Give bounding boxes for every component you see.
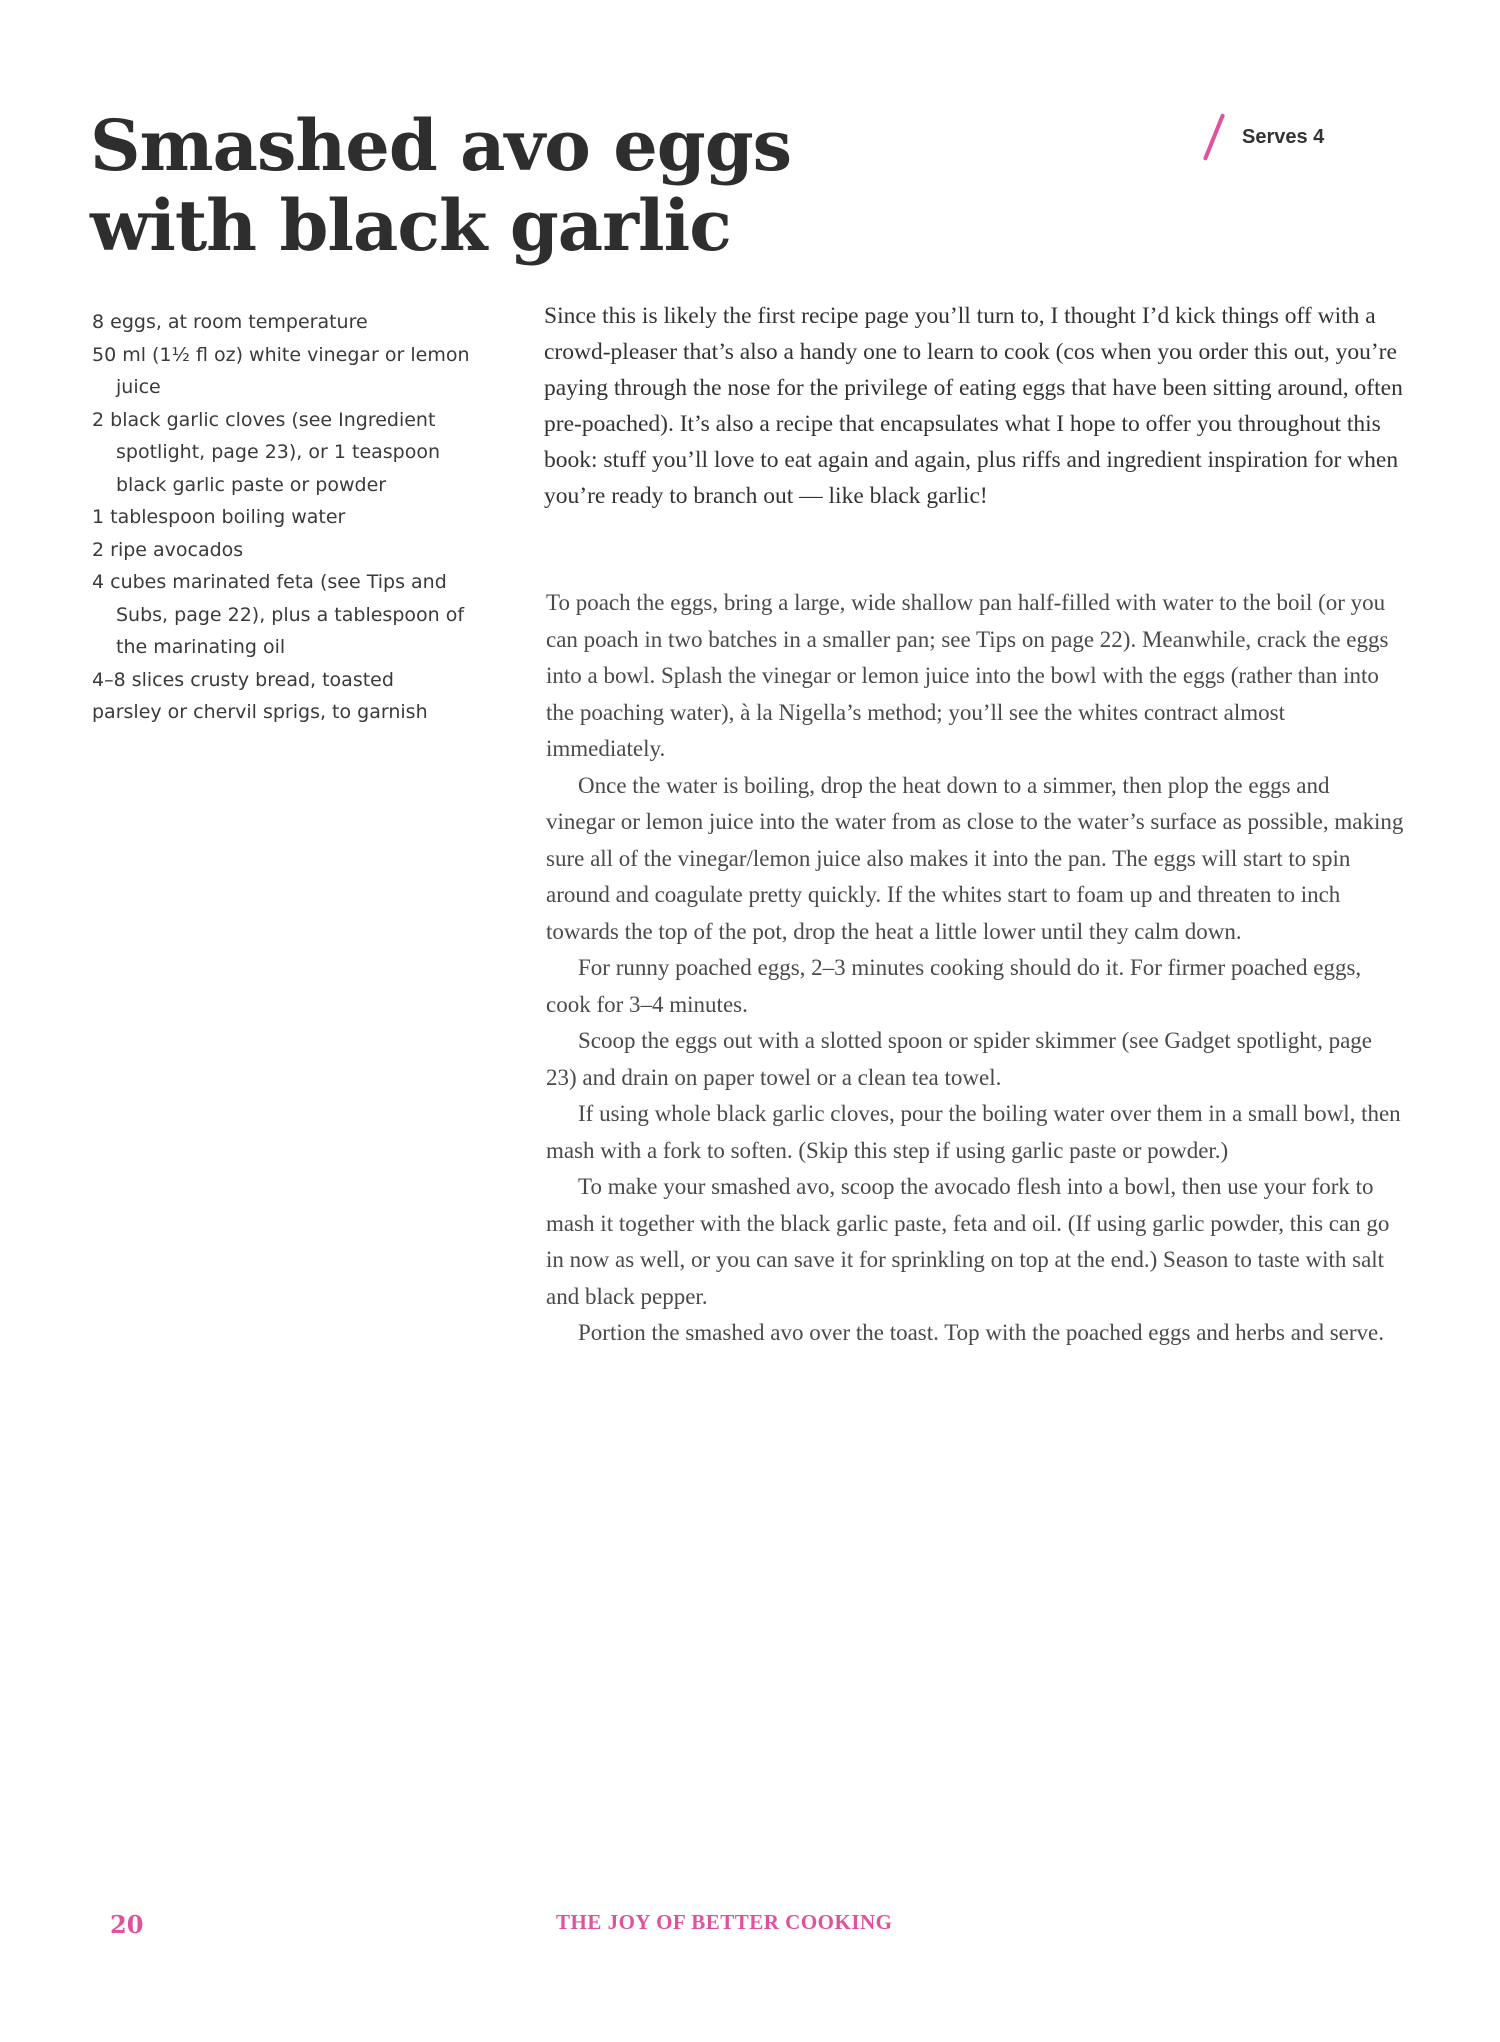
method-step: Scoop the eggs out with a slotted spoon or spider skimmer (see Gadget spotlight, page 23) and drain on paper towel or a clean tea towel.	[546, 1028, 1373, 1090]
method-step: For runny poached eggs, 2–3 minutes cooking should do it. For firmer poached eggs, cook for 3–4 minutes.	[546, 955, 1362, 1017]
ingredients-list	[92, 306, 492, 729]
method-steps	[546, 585, 1404, 1352]
recipe-title	[90, 106, 790, 266]
ingredient-item: 2 black garlic cloves (see Ingredient spotlight, page 23), or 1 teaspoon black garlic paste or powder	[92, 408, 441, 496]
ingredient-item: 2 ripe avocados	[92, 538, 244, 561]
method-step: To make your smashed avo, scoop the avocado flesh into a bowl, then use your fork to mash it together with the black garlic paste, feta and oil. (If using garlic powder, this can go in now as well, or you can save it for sprinkling on top at the end.) Season to taste with salt and black pepper.	[546, 1174, 1390, 1309]
method-step: Once the water is boiling, drop the heat down to a simmer, then plop the eggs and vinegar or lemon juice into the water from as close to the water’s surface as possible, making sure all of the vinegar/lemon juice also makes it into the pan. The eggs will start to spin around and coagulate pretty quickly. If the whites start to foam up and threaten to inch towards the top of the pot, drop the heat a little lower until they calm down.	[546, 772, 1404, 944]
book-title-footer: THE JOY OF BETTER COOKING	[556, 1910, 893, 1934]
ingredient-item: 50 ml (1½ fl oz) white vinegar or lemon juice	[92, 343, 470, 398]
ingredient-item: 8 eggs, at room temperature	[92, 311, 368, 333]
serves-info	[1212, 112, 1324, 162]
method-step: Portion the smashed avo over the toast. Top with the poached eggs and herbs and serve.	[578, 1320, 1384, 1345]
method-step: If using whole black garlic cloves, pour the boiling water over them in a small bowl, then mash with a fork to soften. (Skip this step if using garlic paste or powder.)	[546, 1101, 1401, 1163]
intro-paragraph: Since this is likely the first recipe page you’ll turn to, I thought I’d kick things off with a crowd-pleaser that’s also a handy one to learn to cook (cos when you order this out, you’re paying through the nose for the privilege of eating eggs that have been sitting around, often pre-poached). It’s also a recipe that encapsulates what I hope to offer you throughout this book: stuff you’ll love to eat again and again, plus riffs and ingredient inspiration for when you’re ready to branch out — like black garlic!	[544, 303, 1403, 509]
ingredient-item: parsley or chervil sprigs, to garnish	[92, 701, 428, 723]
serves-label: Serves 4	[1242, 125, 1325, 148]
recipe-title-line-1: Smashed avo eggs	[90, 104, 792, 187]
slash-divider-icon	[1203, 113, 1225, 161]
ingredient-item: 4–8 slices crusty bread, toasted	[92, 668, 394, 691]
ingredient-item: 1 tablespoon boiling water	[92, 506, 346, 528]
recipe-title-line-2: with black garlic	[90, 184, 731, 267]
page-number: 20	[110, 1910, 144, 1939]
method-step: To poach the eggs, bring a large, wide shallow pan half-filled with water to the boil (or you can poach in two batches in a smaller pan; see Tips on page 22). Meanwhile, crack the eggs into a bowl. Splash the vinegar or lemon juice into the bowl with the eggs (rather than into the poaching water), à la Nigella’s method; you’ll see the whites contract almost immediately.	[546, 590, 1389, 761]
ingredient-item: 4 cubes marinated feta (see Tips and Subs, page 22), plus a tablespoon of the marinating oil	[92, 571, 465, 658]
